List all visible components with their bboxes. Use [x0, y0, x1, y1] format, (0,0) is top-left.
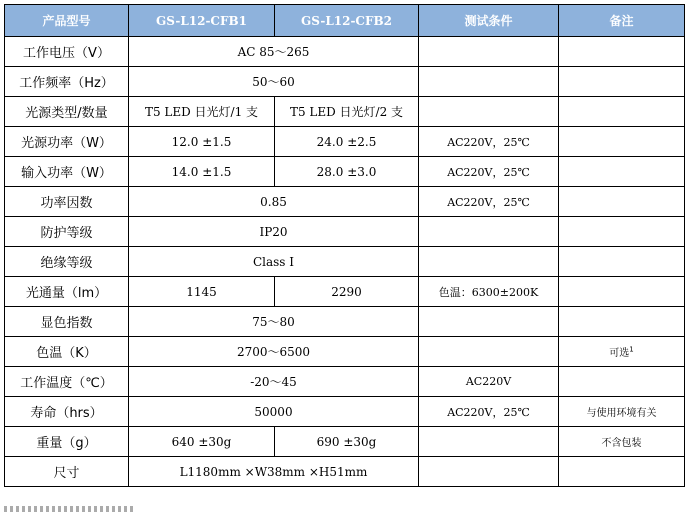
- note-cct-text: 可选: [609, 348, 630, 359]
- cond-flux: 色温：6300±200K: [419, 277, 559, 307]
- cond-frequency: [419, 67, 559, 97]
- value-input-power-cfb2: 28.0 ±3.0: [275, 157, 419, 187]
- note-life: 与使用环境有关: [559, 397, 685, 427]
- value-cct: 2700～6500: [129, 337, 419, 367]
- label-flux: 光通量（lm）: [5, 277, 129, 307]
- note-cct-footnote-marker: 1: [629, 345, 634, 354]
- note-temperature: [559, 367, 685, 397]
- value-voltage: AC 85～265: [129, 37, 419, 67]
- value-source-cfb2: T5 LED 日光灯/2 支: [275, 97, 419, 127]
- note-source-power: [559, 127, 685, 157]
- label-source-power: 光源功率（W）: [5, 127, 129, 157]
- cond-cri: [419, 307, 559, 337]
- value-source-cfb1: T5 LED 日光灯/1 支: [129, 97, 275, 127]
- header-row: [5, 5, 685, 37]
- label-voltage: 工作电压（V）: [5, 37, 129, 67]
- note-cct: [559, 337, 685, 367]
- cond-cct: [419, 337, 559, 367]
- spec-table: [4, 4, 685, 487]
- label-frequency: 工作频率（Hz）: [5, 67, 129, 97]
- row-frequency: [5, 67, 685, 97]
- header-remark: 备注: [559, 5, 685, 37]
- value-cri: 75～80: [129, 307, 419, 337]
- label-temperature: 工作温度（℃）: [5, 367, 129, 397]
- value-temperature: -20～45: [129, 367, 419, 397]
- label-weight: 重量（g）: [5, 427, 129, 457]
- value-input-power-cfb1: 14.0 ±1.5: [129, 157, 275, 187]
- cond-input-power: AC220V，25℃: [419, 157, 559, 187]
- label-input-power: 输入功率（W）: [5, 157, 129, 187]
- cond-source-power: AC220V，25℃: [419, 127, 559, 157]
- note-input-power: [559, 157, 685, 187]
- value-size: L1180mm ×W38mm ×H51mm: [129, 457, 419, 487]
- row-power-factor: [5, 187, 685, 217]
- value-weight-cfb1: 640 ±30g: [129, 427, 275, 457]
- cond-size: [419, 457, 559, 487]
- value-source-power-cfb2: 24.0 ±2.5: [275, 127, 419, 157]
- note-frequency: [559, 67, 685, 97]
- label-power-factor: 功率因数: [5, 187, 129, 217]
- value-source-power-cfb1: 12.0 ±1.5: [129, 127, 275, 157]
- cond-insulation: [419, 247, 559, 277]
- value-flux-cfb1: 1145: [129, 277, 275, 307]
- note-source: [559, 97, 685, 127]
- header-cfb1: GS-L12-CFB1: [129, 5, 275, 37]
- value-flux-cfb2: 2290: [275, 277, 419, 307]
- row-size: [5, 457, 685, 487]
- header-cfb2: GS-L12-CFB2: [275, 5, 419, 37]
- row-life: [5, 397, 685, 427]
- cond-source: [419, 97, 559, 127]
- cropped-footnote-fragment: [4, 506, 134, 512]
- row-flux: [5, 277, 685, 307]
- header-test-condition: 测试条件: [419, 5, 559, 37]
- note-flux: [559, 277, 685, 307]
- note-cri: [559, 307, 685, 337]
- label-protection: 防护等级: [5, 217, 129, 247]
- value-frequency: 50～60: [129, 67, 419, 97]
- row-voltage: [5, 37, 685, 67]
- cond-voltage: [419, 37, 559, 67]
- value-life: 50000: [129, 397, 419, 427]
- label-source: 光源类型/数量: [5, 97, 129, 127]
- row-insulation: [5, 247, 685, 277]
- value-insulation: Class I: [129, 247, 419, 277]
- cond-protection: [419, 217, 559, 247]
- label-size: 尺寸: [5, 457, 129, 487]
- row-cct: [5, 337, 685, 367]
- row-input-power: [5, 157, 685, 187]
- cond-life: AC220V，25℃: [419, 397, 559, 427]
- cond-power-factor: AC220V，25℃: [419, 187, 559, 217]
- label-cct: 色温（K）: [5, 337, 129, 367]
- note-size: [559, 457, 685, 487]
- row-source-power: [5, 127, 685, 157]
- row-temperature: [5, 367, 685, 397]
- row-source: [5, 97, 685, 127]
- cond-temperature: AC220V: [419, 367, 559, 397]
- row-protection: [5, 217, 685, 247]
- label-cri: 显色指数: [5, 307, 129, 337]
- note-insulation: [559, 247, 685, 277]
- row-cri: [5, 307, 685, 337]
- note-power-factor: [559, 187, 685, 217]
- note-weight: 不含包装: [559, 427, 685, 457]
- value-protection: IP20: [129, 217, 419, 247]
- header-model: 产品型号: [5, 5, 129, 37]
- label-life: 寿命（hrs）: [5, 397, 129, 427]
- row-weight: [5, 427, 685, 457]
- cond-weight: [419, 427, 559, 457]
- label-insulation: 绝缘等级: [5, 247, 129, 277]
- note-protection: [559, 217, 685, 247]
- value-power-factor: 0.85: [129, 187, 419, 217]
- value-weight-cfb2: 690 ±30g: [275, 427, 419, 457]
- note-voltage: [559, 37, 685, 67]
